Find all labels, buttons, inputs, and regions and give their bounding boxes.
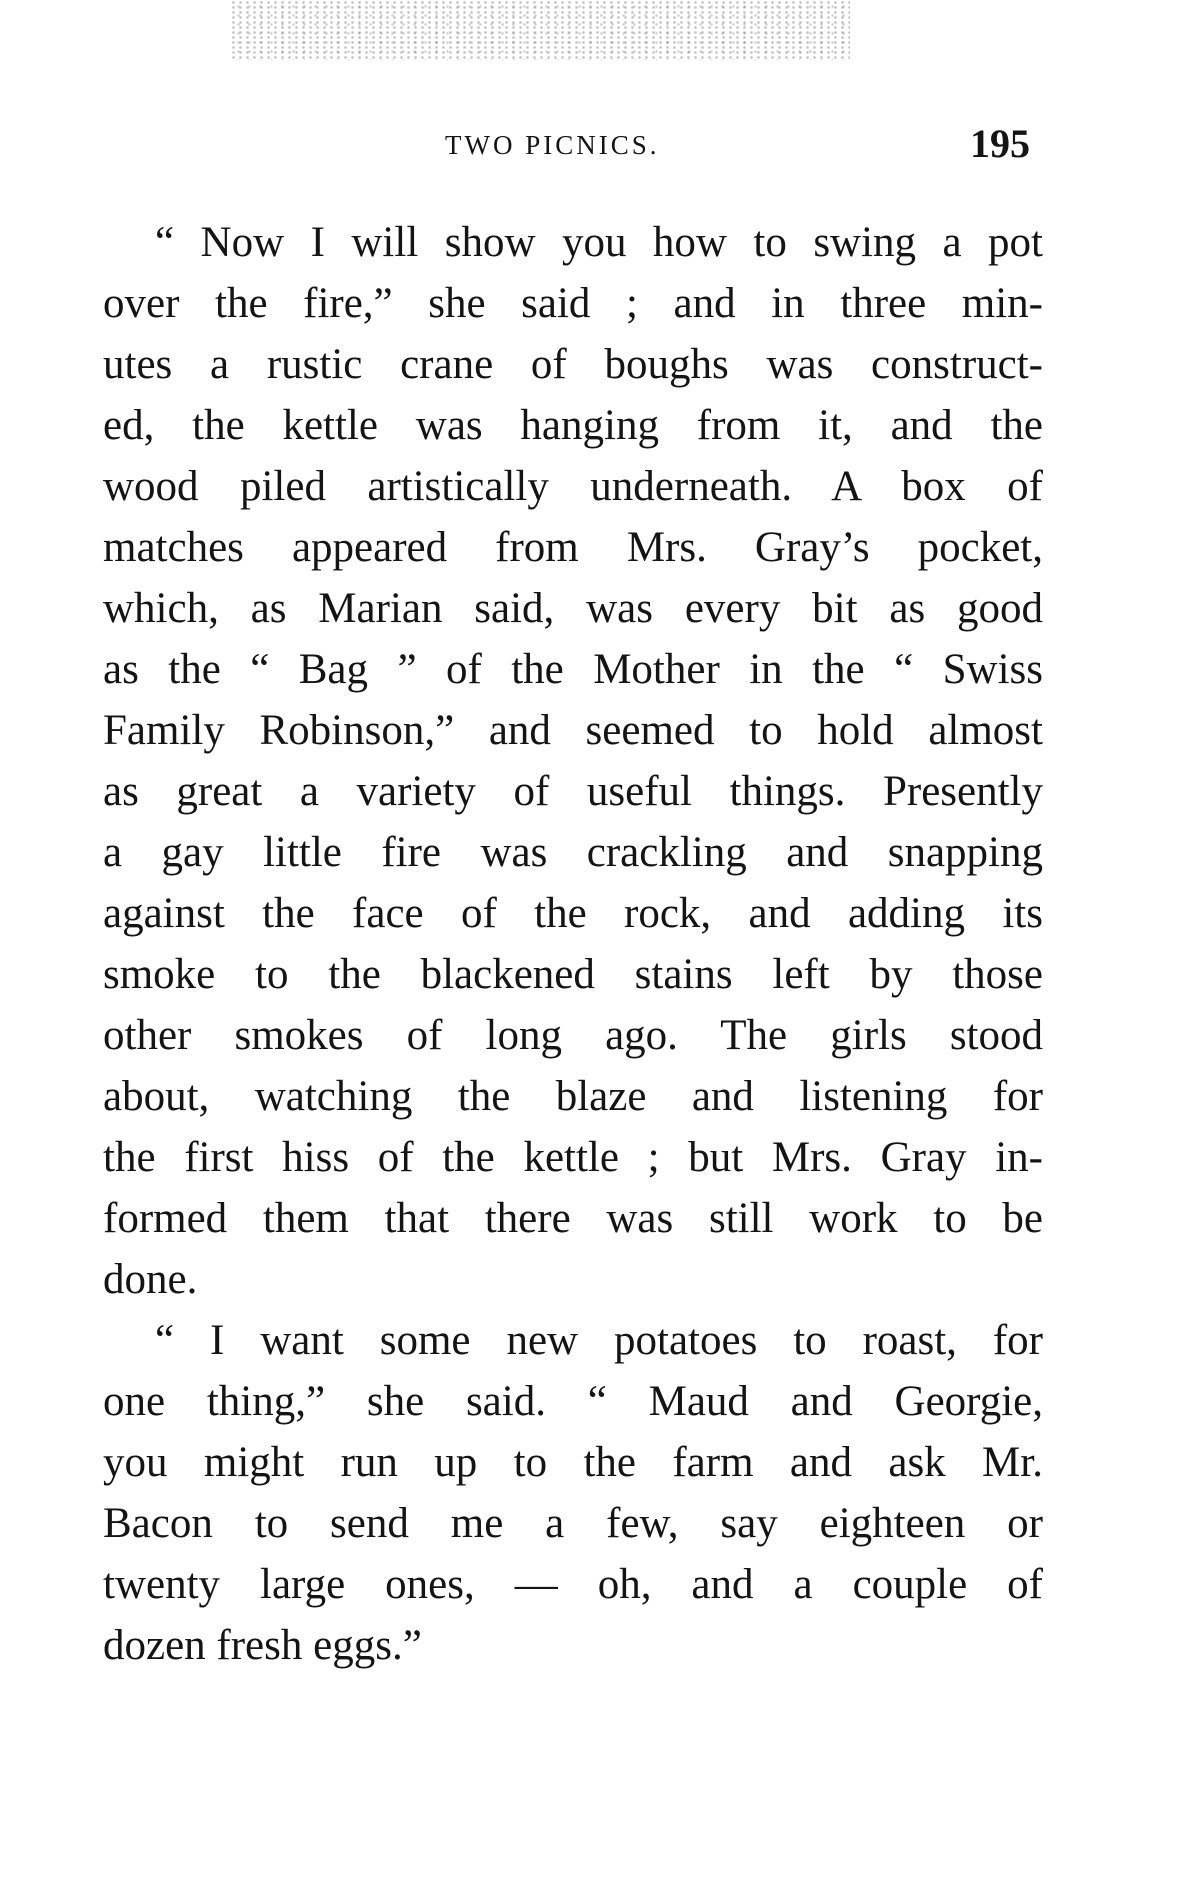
text-line: Bacon to send me a few, say eighteen or (103, 1500, 1043, 1547)
paragraph (103, 1310, 1043, 1676)
text-line: matches appeared from Mrs. Gray’s pocket, (103, 524, 1043, 571)
running-title: TWO PICNICS. (445, 130, 660, 160)
paragraph (103, 212, 1043, 1310)
text-line: wood piled artistically underneath. A box of (103, 463, 1043, 510)
text-line: ed, the kettle was hanging from it, and the (103, 402, 1043, 449)
text-line: over the fire,” she said ; and in three min- (103, 280, 1043, 327)
text-line: “ Now I will show you how to swing a pot (155, 219, 1043, 266)
text-line: formed them that there was still work to be (103, 1195, 1043, 1242)
text-line: as great a variety of useful things. Presently (103, 768, 1043, 815)
text-line: you might run up to the farm and ask Mr. (103, 1439, 1043, 1486)
text-line: Family Robinson,” and seemed to hold almost (103, 707, 1043, 754)
print-speckle (230, 0, 850, 60)
running-head (0, 120, 1200, 170)
text-line: smoke to the blackened stains left by those (103, 951, 1043, 998)
body-text (103, 212, 1043, 1676)
text-line: twenty large ones, — oh, and a couple of (103, 1561, 1043, 1608)
text-line: other smokes of long ago. The girls stood (103, 1012, 1043, 1059)
text-line: about, watching the blaze and listening for (103, 1073, 1043, 1120)
text-line: dozen fresh eggs.” (103, 1622, 422, 1669)
text-line: against the face of the rock, and adding its (103, 890, 1043, 937)
text-line: done. (103, 1256, 198, 1303)
text-line: one thing,” she said. “ Maud and Georgie, (103, 1378, 1043, 1425)
text-line: utes a rustic crane of boughs was construct- (103, 341, 1043, 388)
text-line: “ I want some new potatoes to roast, for (155, 1317, 1043, 1364)
text-line: the first hiss of the kettle ; but Mrs. Gray in- (103, 1134, 1043, 1181)
text-line: a gay little fire was crackling and snapping (103, 829, 1043, 876)
text-line: as the “ Bag ” of the Mother in the “ Swiss (103, 646, 1043, 693)
text-line: which, as Marian said, was every bit as good (103, 585, 1043, 632)
page-number: 195 (970, 121, 1030, 166)
